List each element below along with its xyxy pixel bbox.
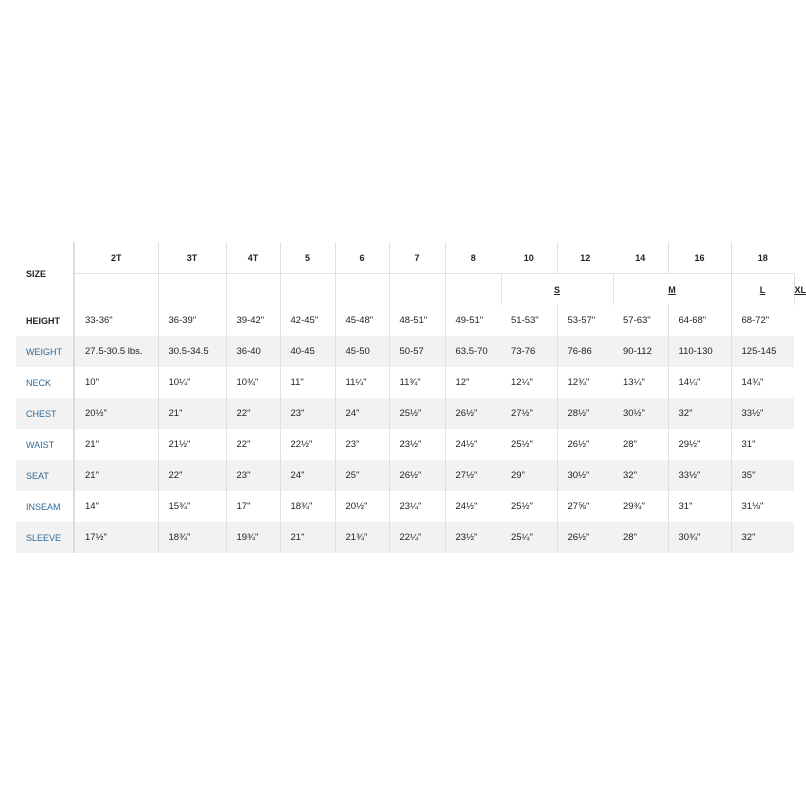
measure-cell: 31" xyxy=(731,429,794,460)
measure-row-neck xyxy=(16,367,794,398)
measure-cell: 26½" xyxy=(389,460,445,491)
measure-row-inseam xyxy=(16,491,794,522)
size-header-row xyxy=(16,242,794,274)
size-chart-table xyxy=(16,242,806,553)
measure-cell: 26½" xyxy=(445,398,501,429)
measure-cell: 76-86 xyxy=(557,336,613,367)
letter-size-m: M xyxy=(613,274,731,306)
measure-cell: 21" xyxy=(85,439,99,450)
size-col-header: 16 xyxy=(668,242,731,274)
measure-cell: 17" xyxy=(226,491,280,522)
measure-cell: 26½" xyxy=(557,429,613,460)
measure-cell: 18¾" xyxy=(280,491,335,522)
measure-cell: 23" xyxy=(335,429,389,460)
measure-cell: 22" xyxy=(226,429,280,460)
measure-cell: 68-72" xyxy=(731,305,794,336)
measure-cell: 30½" xyxy=(613,398,668,429)
measure-cell: 11" xyxy=(280,367,335,398)
measure-cell: 21½" xyxy=(158,429,226,460)
measure-cell: 21" xyxy=(74,460,158,491)
measure-cell: 51-53" xyxy=(511,315,539,326)
measure-cell: 45-50 xyxy=(335,336,389,367)
size-col-header: 7 xyxy=(389,242,445,274)
measure-cell: 50-57 xyxy=(389,336,445,367)
measure-cell: 10" xyxy=(85,377,99,388)
size-col-header: 14 xyxy=(635,252,646,263)
measure-cell: 12¼" xyxy=(511,377,533,388)
measure-cell: 29" xyxy=(501,460,557,491)
measure-cell: 25" xyxy=(335,460,389,491)
measure-cell: 33½" xyxy=(668,460,731,491)
measure-cell: 33½" xyxy=(731,398,794,429)
measure-cell: 28" xyxy=(623,439,637,450)
measure-cell: 19¾" xyxy=(226,522,280,553)
measure-cell: 13¼" xyxy=(623,377,645,388)
measure-cell: 30½" xyxy=(557,460,613,491)
measure-row-sleeve xyxy=(16,522,794,553)
measure-cell: 24" xyxy=(335,398,389,429)
measure-cell: 32" xyxy=(731,522,794,553)
size-col-header: 8 xyxy=(445,242,501,274)
measure-cell: 36-40 xyxy=(226,336,280,367)
measure-cell: 22¼" xyxy=(389,522,445,553)
measure-cell: 27.5-30.5 lbs. xyxy=(74,336,158,367)
measure-cell: 31" xyxy=(668,491,731,522)
measure-cell: 110-130 xyxy=(668,336,731,367)
size-label: SIZE xyxy=(16,242,74,305)
measure-cell: 25½" xyxy=(511,501,533,512)
measure-cell: 15¾" xyxy=(158,491,226,522)
measure-cell: 12¾" xyxy=(557,367,613,398)
measure-cell: 23" xyxy=(280,398,335,429)
measure-cell: 21" xyxy=(158,398,226,429)
measure-cell: 49-51" xyxy=(445,305,501,336)
measure-cell: 22" xyxy=(226,398,280,429)
measure-cell: 63.5-70 xyxy=(445,336,501,367)
measure-cell: 10¾" xyxy=(226,367,280,398)
measure-cell: 57-63" xyxy=(623,315,651,326)
measure-cell: 27½" xyxy=(501,398,557,429)
measure-cell: 12" xyxy=(445,367,501,398)
measure-cell: 14¾" xyxy=(731,367,794,398)
size-col-header: 6 xyxy=(335,242,389,274)
measure-cell: 29¾" xyxy=(623,501,645,512)
measure-cell: 20½" xyxy=(335,491,389,522)
measure-cell: 28½" xyxy=(557,398,613,429)
measure-cell: 32" xyxy=(613,460,668,491)
measure-cell: 64-68" xyxy=(668,305,731,336)
letter-size-l: L xyxy=(731,274,794,306)
measure-row-weight xyxy=(16,336,794,367)
measure-cell: 53-57" xyxy=(557,305,613,336)
measure-cell: 36-39" xyxy=(158,305,226,336)
measure-cell: 18¾" xyxy=(158,522,226,553)
measure-cell: 48-51" xyxy=(389,305,445,336)
measure-cell: 14" xyxy=(85,501,99,512)
measure-cell: 24" xyxy=(280,460,335,491)
measure-cell: 25½" xyxy=(389,398,445,429)
measure-label: WAIST xyxy=(16,429,74,460)
measure-row-waist xyxy=(16,429,794,460)
measure-label: HEIGHT xyxy=(16,305,74,336)
measure-cell: 10¼" xyxy=(158,367,226,398)
measure-cell: 24½" xyxy=(445,491,501,522)
measure-cell: 125-145 xyxy=(731,336,794,367)
measure-cell: 11¼" xyxy=(335,367,389,398)
measure-cell: 23½" xyxy=(445,522,501,553)
measure-label: NECK xyxy=(16,367,74,398)
measure-row-chest xyxy=(16,398,794,429)
measure-row-height xyxy=(16,305,794,336)
measure-cell: 11¾" xyxy=(389,367,445,398)
measure-cell: 29½" xyxy=(668,429,731,460)
measure-cell: 73-76 xyxy=(501,336,557,367)
measure-cell: 30.5-34.5 xyxy=(158,336,226,367)
measure-label: WEIGHT xyxy=(16,336,74,367)
measure-label: SEAT xyxy=(16,460,74,491)
measure-cell: 33-36" xyxy=(85,315,113,326)
measure-cell: 26½" xyxy=(557,522,613,553)
measure-cell: 20½" xyxy=(74,398,158,429)
measure-cell: 21" xyxy=(280,522,335,553)
measure-label: SLEEVE xyxy=(16,522,74,553)
measure-cell: 28" xyxy=(613,522,668,553)
measure-cell: 25½" xyxy=(511,439,533,450)
measure-cell: 27½" xyxy=(445,460,501,491)
measure-cell: 22" xyxy=(158,460,226,491)
letter-size-s: S xyxy=(501,274,613,306)
size-col-header: 4T xyxy=(226,242,280,274)
measure-cell: 90-112 xyxy=(613,336,668,367)
measure-cell: 21¾" xyxy=(335,522,389,553)
measure-cell: 35" xyxy=(731,460,794,491)
measure-cell: 23½" xyxy=(389,429,445,460)
size-col-header: 2T xyxy=(110,252,122,263)
measure-cell: 23" xyxy=(226,460,280,491)
measure-cell: 22½" xyxy=(280,429,335,460)
measure-cell: 25¼" xyxy=(501,522,557,553)
measure-cell: 45-48" xyxy=(335,305,389,336)
measure-cell: 32" xyxy=(668,398,731,429)
measure-cell: 17½" xyxy=(74,522,158,553)
measure-cell: 27⅝" xyxy=(557,491,613,522)
measure-cell: 39-42" xyxy=(226,305,280,336)
letter-size-row: S M L XL xyxy=(16,274,794,306)
measure-cell: 30¾" xyxy=(668,522,731,553)
measure-cell: 40-45 xyxy=(280,336,335,367)
size-col-header: 18 xyxy=(731,242,794,274)
measure-cell: 14¼" xyxy=(668,367,731,398)
measure-label: INSEAM xyxy=(16,491,74,522)
size-col-header: 12 xyxy=(557,242,613,274)
size-col-header: 10 xyxy=(523,252,534,263)
measure-cell: 42-45" xyxy=(280,305,335,336)
size-col-header: 5 xyxy=(280,242,335,274)
size-col-header: 3T xyxy=(158,242,226,274)
measure-label: CHEST xyxy=(16,398,74,429)
measure-cell: 23¼" xyxy=(389,491,445,522)
measure-cell: 24½" xyxy=(445,429,501,460)
measure-cell: 31⅛" xyxy=(731,491,794,522)
measure-row-seat xyxy=(16,460,794,491)
